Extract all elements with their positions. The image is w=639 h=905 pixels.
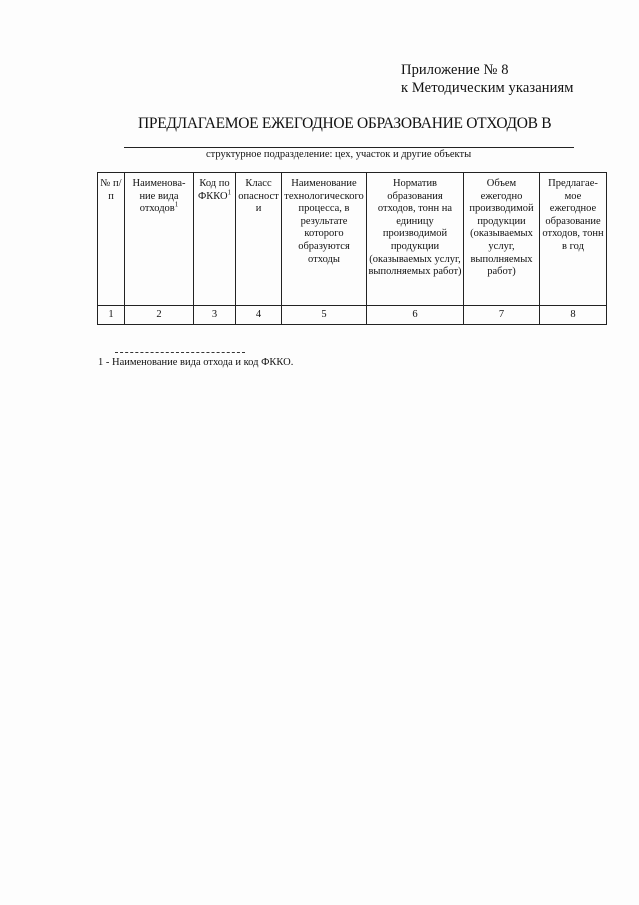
waste-table	[97, 172, 607, 325]
document-title: ПРЕДЛАГАЕМОЕ ЕЖЕГОДНОЕ ОБРАЗОВАНИЕ ОТХОДОВ В	[138, 115, 552, 132]
header-proposed-generation: Предлагае-мое ежегодное образование отходов, тонн в год	[540, 173, 607, 306]
header-waste-name: Наименова-ние вида отходов$^1$	[125, 173, 194, 306]
appendix-reference	[401, 61, 574, 97]
title-fill-line	[124, 147, 574, 148]
header-fkko-code: Код по ФККО$^1$	[194, 173, 236, 306]
column-number-cell: 7	[464, 306, 540, 325]
column-number-cell: 2	[125, 306, 194, 325]
table-header-row	[98, 173, 607, 306]
footnote-text: 1 - Наименование вида отхода и код ФККО.	[98, 357, 294, 368]
header-hazard-class: Класс опасности	[236, 173, 282, 306]
header-generation-norm: Норматив образования отходов, тонн на единицу производимой продукции (оказываемых услуг, выполняемых работ)	[367, 173, 464, 306]
column-number-cell: 8	[540, 306, 607, 325]
header-annual-volume: Объем ежегодно производимой продукции (оказываемых услуг, выполняемых работ)	[464, 173, 540, 306]
column-number-cell: 3	[194, 306, 236, 325]
footnote-separator	[115, 352, 245, 353]
column-number-cell: 4	[236, 306, 282, 325]
header-number: № п/п	[98, 173, 125, 306]
footnote-marker: 1	[227, 188, 232, 197]
column-number-cell: 1	[98, 306, 125, 325]
column-number-cell: 6	[367, 306, 464, 325]
appendix-number: Приложение № 8	[401, 62, 509, 78]
column-number-cell: 5	[282, 306, 367, 325]
appendix-target: к Методическим указаниям	[401, 80, 574, 96]
table-row	[98, 306, 607, 325]
footnote-marker: 1	[174, 200, 179, 209]
subdivision-caption: структурное подразделение: цех, участок и другие объекты	[206, 149, 472, 160]
header-process-name: Наименование технологического процесса, в результате которого образуются отходы	[282, 173, 367, 306]
